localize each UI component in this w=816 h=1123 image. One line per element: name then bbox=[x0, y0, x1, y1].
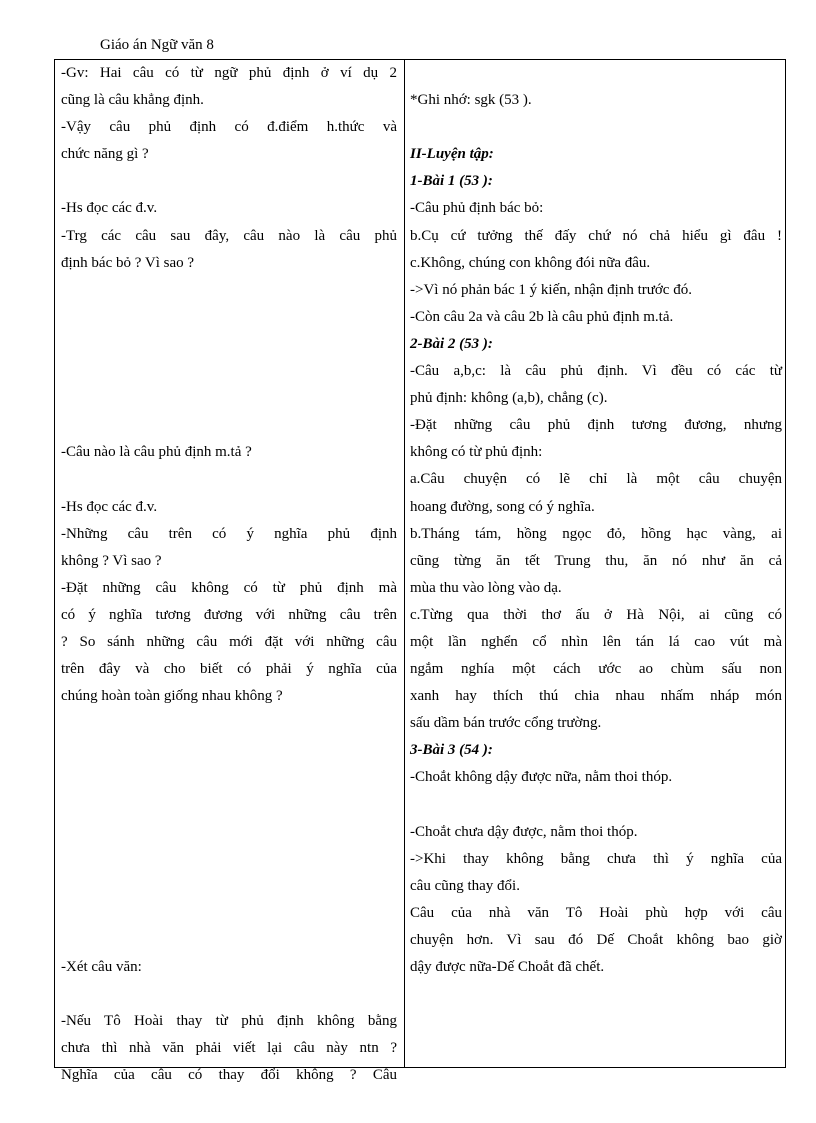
right-text-line: chuyện hơn. Vì sau đó Dế Choắt không bao giờ bbox=[410, 932, 782, 948]
right-text-line: a.Câu chuyện có lẽ chỉ là một câu chuyện bbox=[410, 471, 782, 488]
page-header: Giáo án Ngữ văn 8 bbox=[100, 37, 214, 53]
teacher-activity-column bbox=[61, 60, 397, 1090]
left-text-line bbox=[61, 277, 397, 304]
lesson-content-column bbox=[410, 60, 782, 981]
right-text-line: phủ định: không (a,b), chẳng (c). bbox=[410, 390, 608, 407]
right-text-line: b.Cụ cứ tưởng thế đấy chứ nó chả hiểu gì đâu ! bbox=[410, 227, 782, 244]
left-text-line bbox=[61, 737, 397, 764]
right-text-line: b.Tháng tám, hồng ngọc đỏ, hồng hạc vàng, ai bbox=[410, 525, 782, 542]
right-text-line: -Câu a,b,c: là câu phủ định. Vì đều có các từ bbox=[410, 363, 782, 380]
left-text-line: -Câu nào là câu phủ định m.tả ? bbox=[61, 444, 252, 461]
left-text-line bbox=[61, 819, 397, 846]
left-text-line bbox=[61, 412, 397, 439]
right-text-line: *Ghi nhớ: sgk (53 ). bbox=[410, 92, 532, 109]
right-text-line: -Choắt không dậy được nữa, nằm thoi thóp. bbox=[410, 769, 673, 786]
left-text-line: -Hs đọc các đ.v. bbox=[61, 200, 158, 217]
right-text-line: c.Từng qua thời thơ ấu ở Hà Nội, ai cũng có bbox=[410, 606, 782, 623]
left-text-line bbox=[61, 710, 397, 737]
left-text-line: có ý nghĩa tương đương với những câu trên bbox=[61, 606, 397, 623]
left-text-line: chưa thì nhà văn phải viết lại câu này ntn ? bbox=[61, 1040, 397, 1057]
left-text-line bbox=[61, 873, 397, 900]
left-text-line bbox=[61, 981, 397, 1008]
right-text-line bbox=[410, 114, 782, 141]
lesson-table bbox=[54, 59, 786, 1084]
left-text-line: -Gv: Hai câu có từ ngữ phủ định ở ví dụ 2 bbox=[61, 65, 397, 81]
right-text-heading: 2-Bài 2 (53 ): bbox=[410, 335, 493, 352]
left-text-line bbox=[61, 927, 397, 954]
left-text-line bbox=[61, 466, 397, 493]
left-text-line bbox=[61, 385, 397, 412]
left-text-line: ? So sánh những câu mới đặt với những câu bbox=[61, 633, 397, 650]
right-text-line: -Choắt chưa dậy được, nằm thoi thóp. bbox=[410, 823, 638, 840]
left-text-line: -Xét câu văn: bbox=[61, 959, 142, 976]
left-text-line: -Trg các câu sau đây, câu nào là câu phủ bbox=[61, 227, 397, 244]
right-text-line: ->Khi thay không bằng chưa thì ý nghĩa của bbox=[410, 850, 782, 867]
left-text-line bbox=[61, 846, 397, 873]
left-text-line: chức năng gì ? bbox=[61, 146, 149, 163]
right-text-line: c.Không, chúng con không đói nữa đâu. bbox=[410, 254, 651, 271]
right-text-line: ->Vì nó phản bác 1 ý kiến, nhận định trước đó. bbox=[410, 281, 692, 298]
right-text-line: mùa thu vào lòng vào dạ. bbox=[410, 579, 562, 596]
right-text-line: sấu dầm bán trước cổng trường. bbox=[410, 715, 602, 732]
left-text-line: Nghĩa của câu có thay đổi không ? Câu bbox=[61, 1067, 397, 1084]
left-text-line: -Những câu trên có ý nghĩa phủ định bbox=[61, 525, 397, 542]
left-text-line bbox=[61, 168, 397, 195]
left-text-line: cũng là câu khẳng định. bbox=[61, 92, 204, 109]
right-text-line: Câu của nhà văn Tô Hoài phù hợp với câu bbox=[410, 904, 782, 921]
left-text-line bbox=[61, 358, 397, 385]
left-text-line: -Hs đọc các đ.v. bbox=[61, 498, 158, 515]
left-text-line bbox=[61, 900, 397, 927]
left-text-line: -Nếu Tô Hoài thay từ phủ định không bằng bbox=[61, 1013, 397, 1030]
left-text-line bbox=[61, 304, 397, 331]
right-text-line: một lần nghển cổ nhìn lên tán lá cao vút mà bbox=[410, 633, 782, 650]
left-text-line: -Vậy câu phủ định có đ.điểm h.thức và bbox=[61, 119, 397, 136]
left-text-line bbox=[61, 764, 397, 791]
right-text-line: câu cũng thay đổi. bbox=[410, 877, 520, 894]
right-text-line: không có từ phủ định: bbox=[410, 444, 543, 461]
right-text-line bbox=[410, 60, 782, 87]
column-divider bbox=[404, 60, 405, 1067]
right-text-line: hoang đường, song có ý nghĩa. bbox=[410, 498, 595, 515]
left-text-line: định bác bỏ ? Vì sao ? bbox=[61, 254, 195, 271]
right-text-line: -Đặt những câu phủ định tương đương, nhưng bbox=[410, 417, 782, 434]
left-text-line: chúng hoàn toàn giống nhau không ? bbox=[61, 688, 283, 705]
right-text-heading: 3-Bài 3 (54 ): bbox=[410, 742, 493, 759]
left-text-line: -Đặt những câu không có từ phủ định mà bbox=[61, 579, 397, 596]
right-text-line: -Còn câu 2a và câu 2b là câu phủ định m.tả. bbox=[410, 308, 674, 325]
right-text-line: ngắm nghía một cách ước ao chùm sấu non bbox=[410, 661, 782, 678]
right-text-line: xanh hay thích thú chia nhau nhấm nháp món bbox=[410, 688, 782, 705]
right-text-line: cũng từng ăn tết Trung thu, ăn nó như ăn cả bbox=[410, 552, 782, 569]
left-text-line: trên đây và cho biết có phải ý nghĩa của bbox=[61, 661, 397, 678]
right-text-line bbox=[410, 792, 782, 819]
right-text-line: dậy được nữa-Dế Choắt đã chết. bbox=[410, 959, 605, 976]
left-text-line bbox=[61, 331, 397, 358]
left-text-line: không ? Vì sao ? bbox=[61, 552, 162, 569]
right-text-line: -Câu phủ định bác bỏ: bbox=[410, 200, 544, 217]
right-text-heading: 1-Bài 1 (53 ): bbox=[410, 173, 493, 190]
left-text-line bbox=[61, 792, 397, 819]
right-text-heading: II-Luyện tập: bbox=[410, 146, 494, 163]
